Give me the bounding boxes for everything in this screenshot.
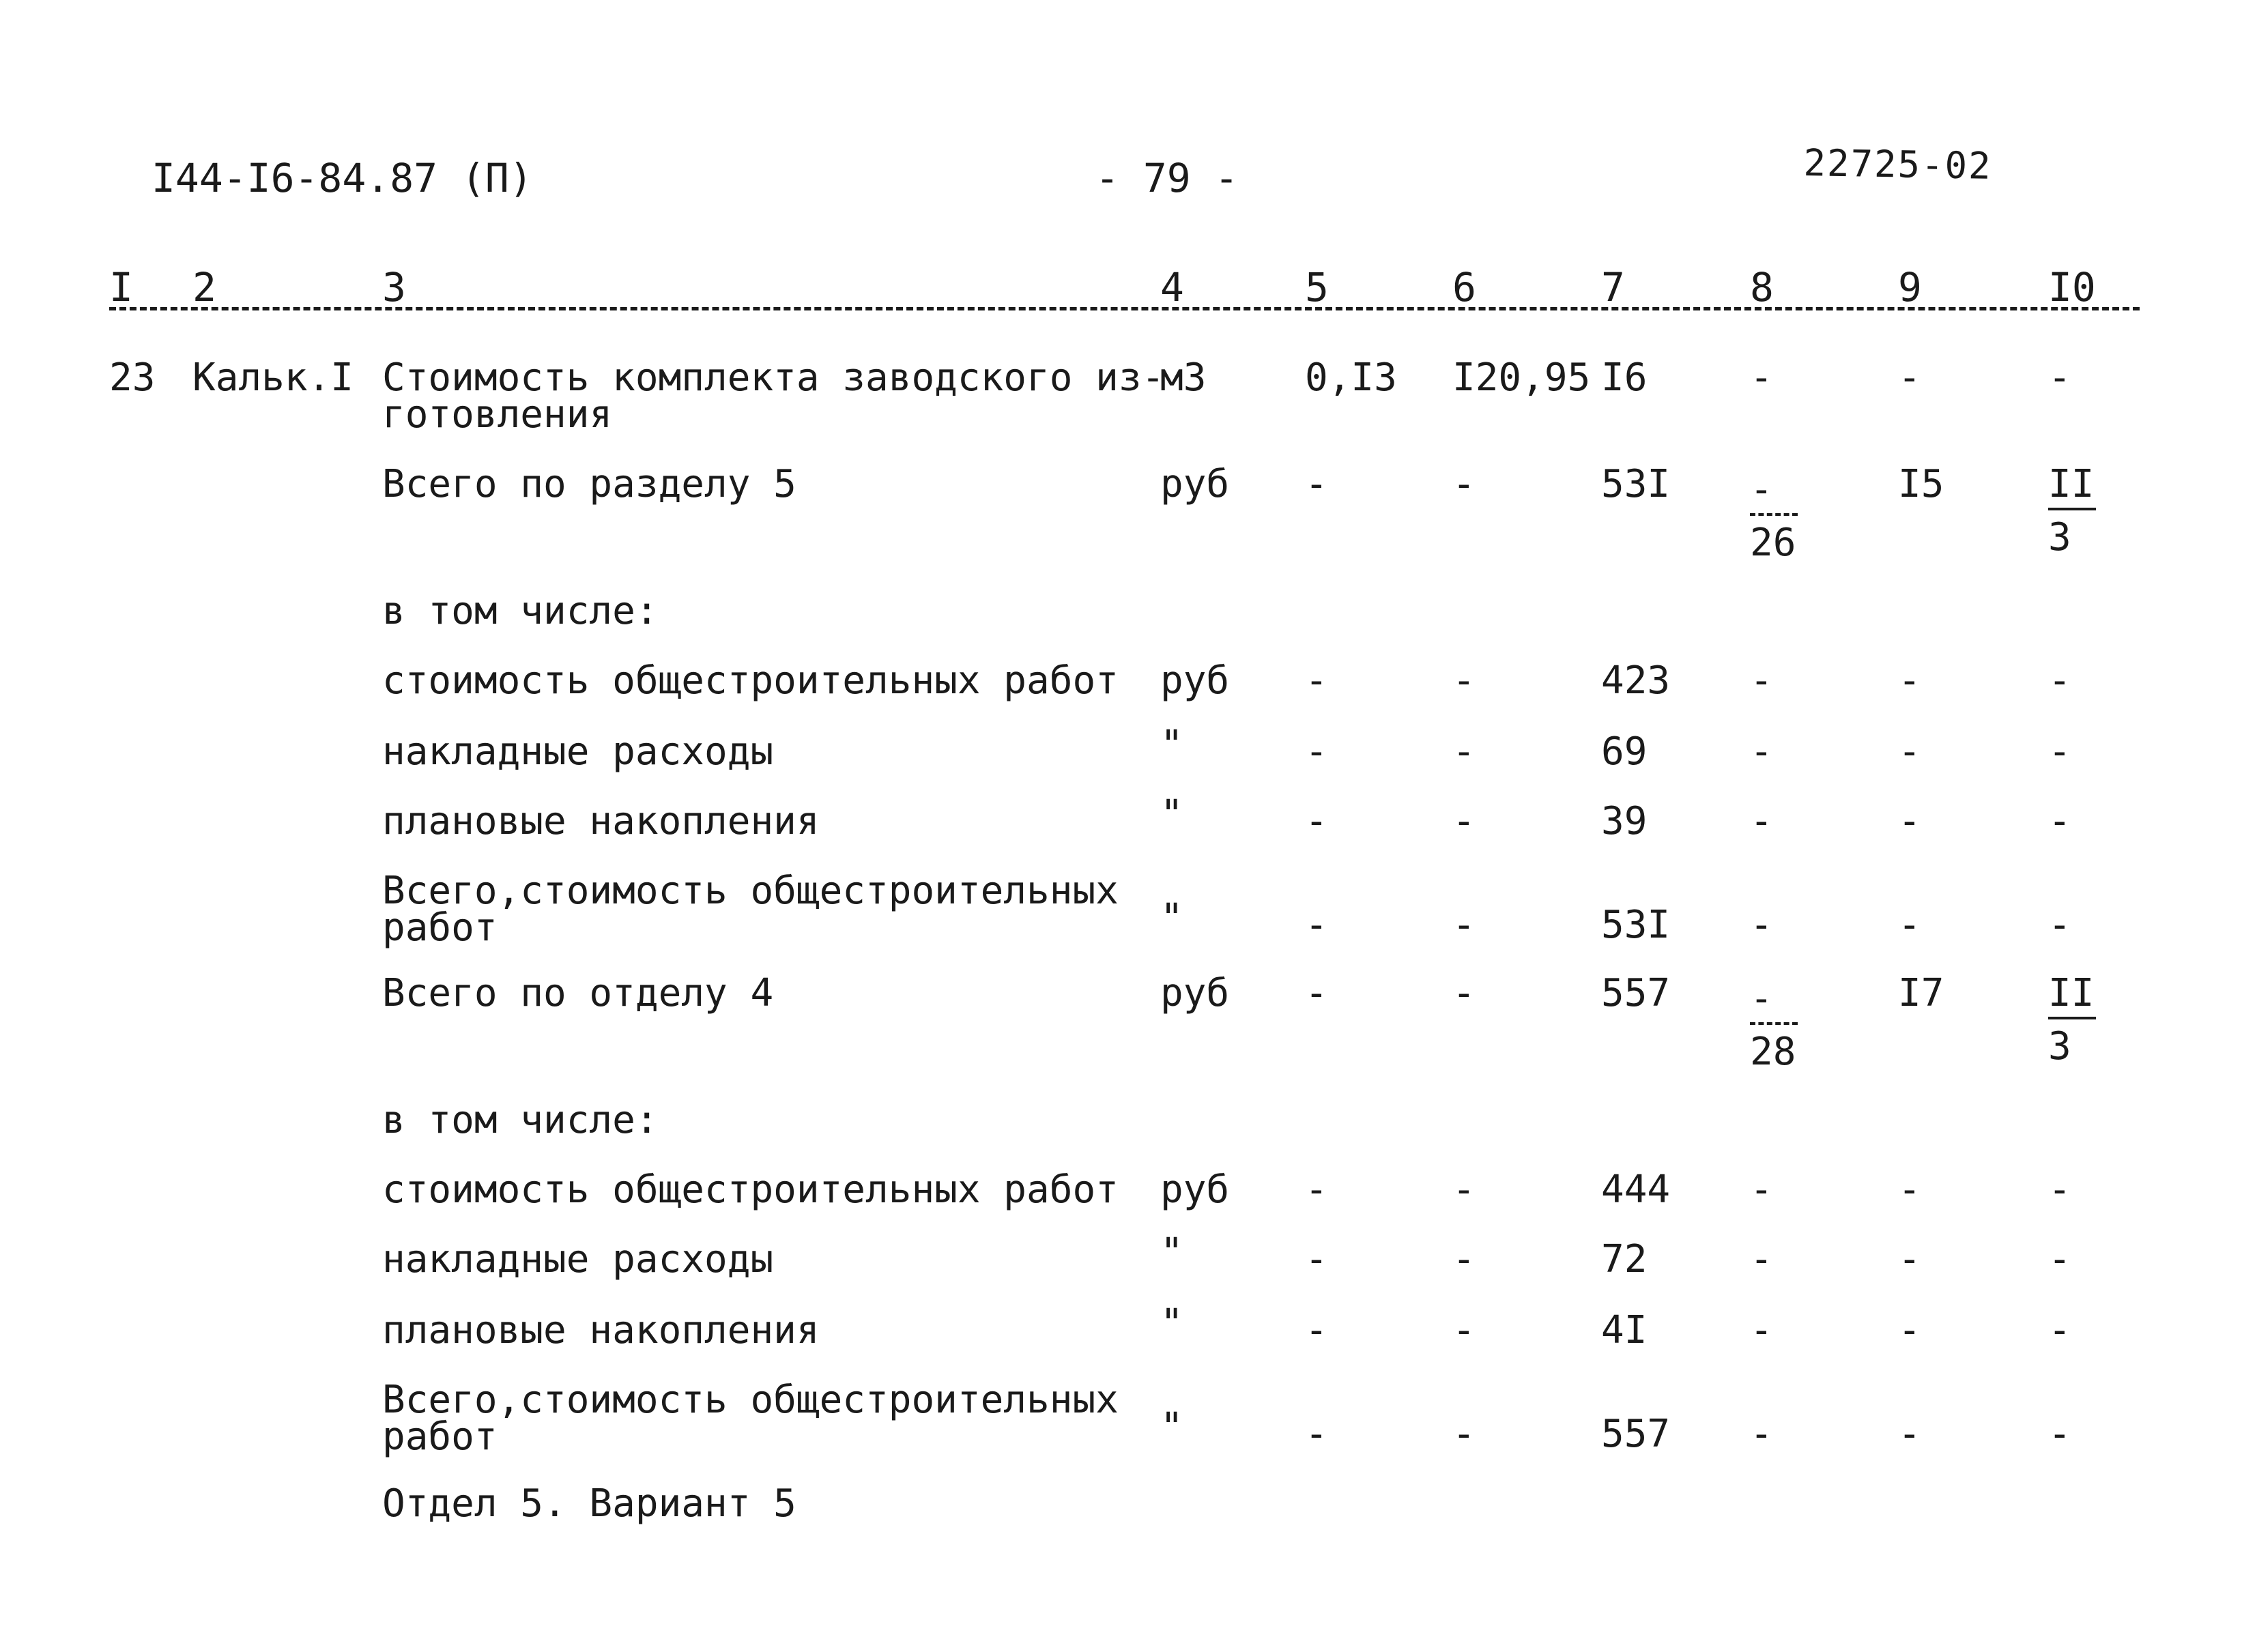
row-col7: 53I <box>1601 903 1671 947</box>
row-description: Стоимость комплекта заводского из- <box>382 356 1165 400</box>
row-col5: - <box>1305 903 1328 947</box>
column-header-8: 8 <box>1750 264 1774 310</box>
row-col7: 39 <box>1601 799 1648 843</box>
row-col9: I5 <box>1898 462 1944 506</box>
row-col7: 69 <box>1601 729 1648 774</box>
row-col6: - <box>1452 1237 1476 1281</box>
row-col8: - <box>1750 1308 1773 1352</box>
row-col8: - <box>1750 1168 1773 1212</box>
column-header-7: 7 <box>1601 264 1625 310</box>
header-dashed-rule <box>109 307 2140 310</box>
row-col6: - <box>1452 462 1476 506</box>
row-col5: - <box>1305 1237 1328 1281</box>
page-number: - 79 - <box>1095 155 1239 201</box>
row-col10: - <box>2048 1237 2071 1281</box>
row-col6: - <box>1452 971 1476 1015</box>
row-description: стоимость общестроительных работ <box>382 658 1119 703</box>
row-col6: - <box>1452 903 1476 947</box>
row-col10: - <box>2048 1412 2071 1456</box>
row-unit: " <box>1160 723 1183 767</box>
row-description: накладные расходы <box>382 729 774 774</box>
fraction-numerator: II <box>2048 465 2096 510</box>
handwritten-code: 22725-02 <box>1802 141 1993 188</box>
column-header-1: I <box>109 264 133 310</box>
column-header-6: 6 <box>1452 264 1476 310</box>
column-header-5: 5 <box>1305 264 1329 310</box>
row-description: плановые накопления <box>382 1308 820 1352</box>
row-col10-fraction <box>2048 462 2096 560</box>
row-col8: - <box>1750 356 1773 400</box>
row-col9: I7 <box>1898 971 1944 1015</box>
row-description: стоимость общестроительных работ <box>382 1168 1119 1212</box>
row-description-cont: готовления <box>382 392 613 437</box>
fraction-numerator: II <box>2048 974 2096 1019</box>
row-col5: - <box>1305 729 1328 774</box>
row-col10: - <box>2048 903 2071 947</box>
row-col6: I20,95 <box>1452 356 1591 400</box>
document-code: I44-I6-84.87 (П) <box>152 155 533 201</box>
subsection-label: в том числе: <box>382 589 659 633</box>
row-col8: - <box>1750 1237 1773 1281</box>
column-header-10: I0 <box>2048 264 2096 310</box>
fraction-numerator: - <box>1750 471 1798 516</box>
row-unit: " <box>1160 896 1183 940</box>
subsection-label: в том числе: <box>382 1098 659 1142</box>
row-col7: 4I <box>1601 1308 1648 1352</box>
row-unit: руб <box>1160 462 1230 506</box>
row-col6: - <box>1452 729 1476 774</box>
row-col6: - <box>1452 658 1476 703</box>
row-col7: 53I <box>1601 462 1671 506</box>
row-col10: - <box>2048 658 2071 703</box>
row-col10: - <box>2048 799 2071 843</box>
row-col10: - <box>2048 356 2071 400</box>
row-reference: Кальк.I <box>192 356 354 400</box>
row-description: Всего,стоимость общестроительных <box>382 1378 1119 1422</box>
row-col9: - <box>1898 1237 1921 1281</box>
row-col5: - <box>1305 1308 1328 1352</box>
fraction-denominator: 26 <box>1750 521 1796 565</box>
row-number: 23 <box>109 356 156 400</box>
row-unit: " <box>1160 1301 1183 1346</box>
row-col7: 72 <box>1601 1237 1648 1281</box>
fraction-denominator: 28 <box>1750 1030 1796 1074</box>
column-header-4: 4 <box>1160 264 1184 310</box>
row-description-cont: работ <box>382 1415 498 1459</box>
row-col5: - <box>1305 799 1328 843</box>
row-col10: - <box>2048 1168 2071 1212</box>
row-col8: - <box>1750 1412 1773 1456</box>
row-col8-fraction <box>1750 976 1798 1074</box>
column-header-2: 2 <box>192 264 216 310</box>
row-col7: 557 <box>1601 1412 1671 1456</box>
row-col9: - <box>1898 658 1921 703</box>
row-col7: I6 <box>1601 356 1648 400</box>
row-description-cont: работ <box>382 905 498 950</box>
row-col7: 557 <box>1601 971 1671 1015</box>
row-col9: - <box>1898 729 1921 774</box>
row-col5: - <box>1305 1168 1328 1212</box>
row-description: Всего,стоимость общестроительных <box>382 869 1119 913</box>
row-col5: - <box>1305 971 1328 1015</box>
row-col9: - <box>1898 903 1921 947</box>
row-description: Всего по разделу 5 <box>382 462 796 506</box>
row-unit: руб <box>1160 1168 1230 1212</box>
row-unit: руб <box>1160 971 1230 1015</box>
row-col5: - <box>1305 1412 1328 1456</box>
row-col10: - <box>2048 729 2071 774</box>
row-col8: - <box>1750 903 1773 947</box>
row-col6: - <box>1452 1168 1476 1212</box>
row-description: плановые накопления <box>382 799 820 843</box>
row-col9: - <box>1898 356 1921 400</box>
row-col8: - <box>1750 729 1773 774</box>
row-col8-fraction <box>1750 467 1798 565</box>
fraction-denominator: 3 <box>2048 515 2071 560</box>
row-unit: " <box>1160 1230 1183 1275</box>
row-col7: 423 <box>1601 658 1671 703</box>
row-col8: - <box>1750 799 1773 843</box>
row-col10: - <box>2048 1308 2071 1352</box>
column-header-9: 9 <box>1898 264 1922 310</box>
fraction-numerator: - <box>1750 980 1798 1025</box>
row-col5: - <box>1305 462 1328 506</box>
row-col6: - <box>1452 1308 1476 1352</box>
row-col8: - <box>1750 658 1773 703</box>
row-unit: " <box>1160 1405 1183 1449</box>
row-col7: 444 <box>1601 1168 1671 1212</box>
row-col9: - <box>1898 1308 1921 1352</box>
row-col5: - <box>1305 658 1328 703</box>
fraction-denominator: 3 <box>2048 1024 2071 1069</box>
row-col9: - <box>1898 1168 1921 1212</box>
row-unit: " <box>1160 792 1183 837</box>
row-col10-fraction <box>2048 971 2096 1069</box>
row-col6: - <box>1452 1412 1476 1456</box>
section-heading: Отдел 5. Вариант 5 <box>382 1481 796 1526</box>
column-header-3: 3 <box>382 264 406 310</box>
row-unit: м3 <box>1160 356 1207 400</box>
row-col6: - <box>1452 799 1476 843</box>
row-unit: руб <box>1160 658 1230 703</box>
row-description: Всего по отделу 4 <box>382 971 774 1015</box>
row-description: накладные расходы <box>382 1237 774 1281</box>
row-col9: - <box>1898 799 1921 843</box>
row-col5: 0,I3 <box>1305 356 1397 400</box>
row-col9: - <box>1898 1412 1921 1456</box>
